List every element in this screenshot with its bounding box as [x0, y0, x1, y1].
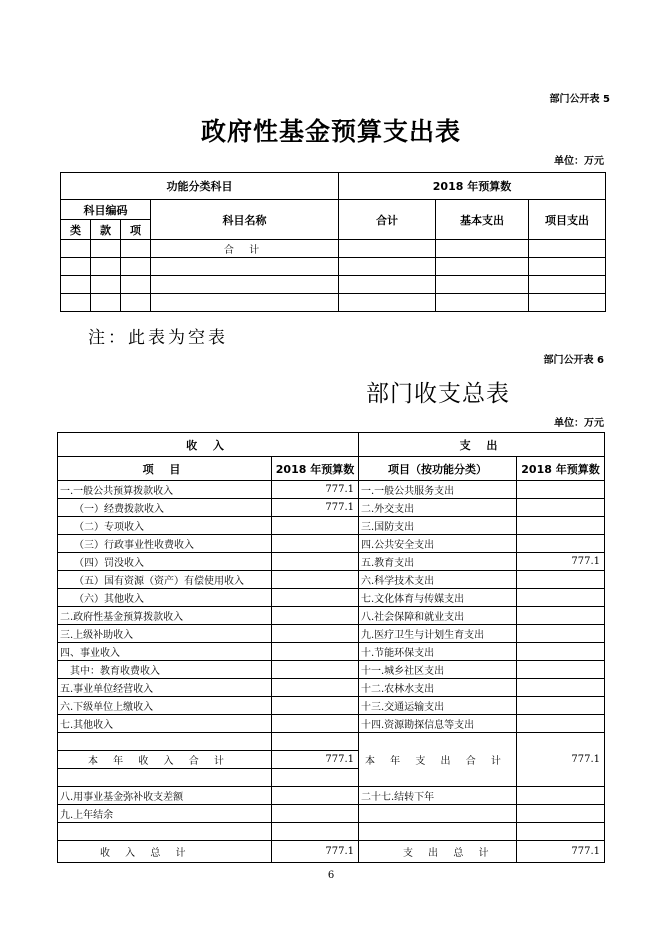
- income-expense-table: [57, 432, 605, 863]
- table-row: [58, 499, 605, 517]
- table-row: [58, 535, 605, 553]
- expense-value: [517, 661, 605, 679]
- expense-header: 支 出: [359, 433, 605, 457]
- expense-subtotal-value: 777.1: [517, 733, 605, 787]
- income-subtotal-value: 777.1: [272, 751, 359, 769]
- header-lei: 类: [61, 220, 91, 240]
- income-value: [272, 697, 359, 715]
- prev-balance-label: 九.上年结余: [58, 805, 272, 823]
- table-row: [58, 823, 605, 841]
- income-item: （二）专项收入: [58, 517, 272, 535]
- income-value: [272, 589, 359, 607]
- expense-item: 十二.农林水支出: [359, 679, 517, 697]
- table-row: [58, 643, 605, 661]
- income-header: 收 入: [58, 433, 359, 457]
- table-row: [58, 733, 605, 751]
- header-subject-name: 科目名称: [151, 200, 339, 240]
- form-number-5: 部门公开表 5: [549, 94, 610, 105]
- col-expense-item: 项目（按功能分类）: [359, 457, 517, 481]
- expense-value: [517, 679, 605, 697]
- empty-table-note: 注：此表为空表: [88, 328, 228, 348]
- unit-label-5: 单位：万元: [554, 156, 604, 167]
- income-item: （一）经费拨款收入: [58, 499, 272, 517]
- income-value: [272, 535, 359, 553]
- income-total-value: 777.1: [272, 841, 359, 863]
- header-basic-expense: 基本支出: [436, 200, 529, 240]
- income-subtotal-label: 本 年 收 入 合 计: [58, 751, 272, 769]
- expense-value: 777.1: [517, 553, 605, 571]
- income-item: 一.一般公共预算拨款收入: [58, 481, 272, 499]
- income-total-label: 收 入 总 计: [58, 841, 272, 863]
- table-row: [58, 679, 605, 697]
- table-row: [61, 258, 606, 276]
- table-row: [61, 294, 606, 312]
- table-row: [61, 276, 606, 294]
- expense-item: 七.文化体育与传媒支出: [359, 589, 517, 607]
- income-value: [272, 607, 359, 625]
- expense-item: 十一.城乡社区支出: [359, 661, 517, 679]
- expense-value: [517, 589, 605, 607]
- expense-value: [517, 715, 605, 733]
- income-value: [272, 643, 359, 661]
- page-number: 6: [327, 870, 335, 881]
- col-item: 项 目: [58, 457, 272, 481]
- header-xiang: 项: [121, 220, 151, 240]
- unit-label-6: 单位：万元: [554, 418, 604, 429]
- expense-item: 九.医疗卫生与计划生育支出: [359, 625, 517, 643]
- expense-item: 三.国防支出: [359, 517, 517, 535]
- expense-item: 十.节能环保支出: [359, 643, 517, 661]
- table-row: [58, 841, 605, 863]
- header-2018-budget: 2018 年预算数: [339, 173, 606, 200]
- header-project-expense: 项目支出: [529, 200, 606, 240]
- table-row: [58, 715, 605, 733]
- income-item: 三.上级补助收入: [58, 625, 272, 643]
- header-kuan: 款: [91, 220, 121, 240]
- government-fund-table: [60, 172, 606, 312]
- header-function-category: 功能分类科目: [61, 173, 339, 200]
- page-title-5: 政府性基金预算支出表: [200, 117, 461, 146]
- income-item: 四、事业收入: [58, 643, 272, 661]
- expense-value: [517, 625, 605, 643]
- expense-value: [517, 607, 605, 625]
- table-row: [61, 240, 606, 258]
- expense-subtotal-label: 本 年 支 出 合 计: [359, 733, 517, 787]
- page-title-6: 部门收支总表: [366, 381, 510, 407]
- expense-item: 五.教育支出: [359, 553, 517, 571]
- income-item: （六）其他收入: [58, 589, 272, 607]
- income-item: 二.政府性基金预算拨款收入: [58, 607, 272, 625]
- expense-item: 十三.交通运输支出: [359, 697, 517, 715]
- expense-value: [517, 643, 605, 661]
- expense-value: [517, 517, 605, 535]
- expense-total-label: 支 出 总 计: [359, 841, 517, 863]
- income-value: [272, 661, 359, 679]
- form-number-6: 部门公开表 6: [543, 355, 604, 366]
- income-item: 七.其他收入: [58, 715, 272, 733]
- expense-item: 六.科学技术支出: [359, 571, 517, 589]
- expense-value: [517, 697, 605, 715]
- expense-item: 二.外交支出: [359, 499, 517, 517]
- table-row: [58, 697, 605, 715]
- fund-gap-label: 八.用事业基金弥补收支差额: [58, 787, 272, 805]
- table-row: [58, 553, 605, 571]
- expense-item: 一.一般公共服务支出: [359, 481, 517, 499]
- table-row: [58, 571, 605, 589]
- col-income-budget: 2018 年预算数: [272, 457, 359, 481]
- table-row: [58, 625, 605, 643]
- header-total: 合计: [339, 200, 436, 240]
- income-value: [272, 679, 359, 697]
- expense-total-value: 777.1: [517, 841, 605, 863]
- income-value: [272, 553, 359, 571]
- table-row: [58, 589, 605, 607]
- income-item: 五.事业单位经营收入: [58, 679, 272, 697]
- income-item: （四）罚没收入: [58, 553, 272, 571]
- expense-item: 十四.资源勘探信息等支出: [359, 715, 517, 733]
- table-row: [58, 661, 605, 679]
- col-expense-budget: 2018 年预算数: [517, 457, 605, 481]
- income-item: 其中：教育收费收入: [58, 661, 272, 679]
- carry-forward-label: 二十七.结转下年: [359, 787, 517, 805]
- income-value: [272, 571, 359, 589]
- expense-value: [517, 499, 605, 517]
- expense-item: 四.公共安全支出: [359, 535, 517, 553]
- table-row: [58, 517, 605, 535]
- expense-value: [517, 571, 605, 589]
- income-value: [272, 517, 359, 535]
- income-value: [272, 715, 359, 733]
- table-row: [58, 805, 605, 823]
- table-row: [58, 607, 605, 625]
- expense-item: 八.社会保障和就业支出: [359, 607, 517, 625]
- income-item: （三）行政事业性收费收入: [58, 535, 272, 553]
- income-value: 777.1: [272, 499, 359, 517]
- total-label: 合 计: [151, 240, 339, 258]
- income-value: 777.1: [272, 481, 359, 499]
- income-item: （五）国有资源（资产）有偿使用收入: [58, 571, 272, 589]
- expense-value: [517, 535, 605, 553]
- table-row: [58, 481, 605, 499]
- header-subject-code: 科目编码: [61, 200, 151, 220]
- expense-value: [517, 481, 605, 499]
- table-row: [58, 787, 605, 805]
- income-value: [272, 625, 359, 643]
- income-item: 六.下级单位上缴收入: [58, 697, 272, 715]
